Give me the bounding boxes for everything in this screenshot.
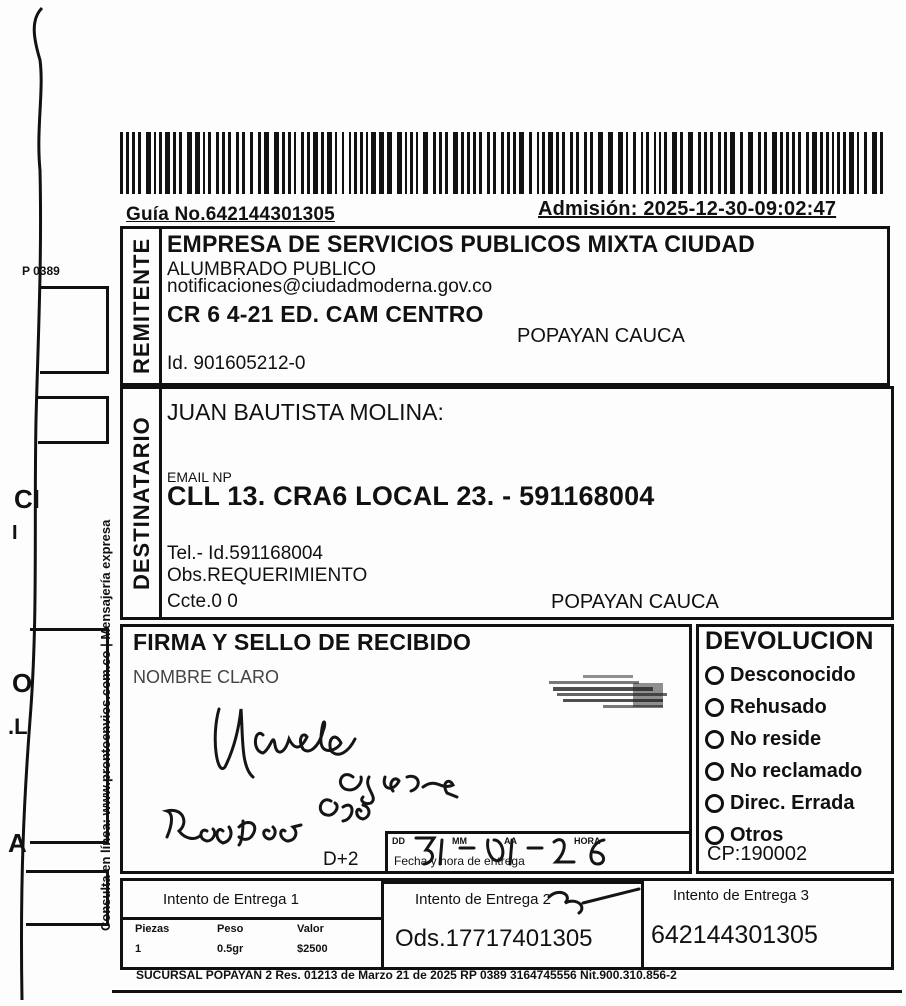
option-label: Rehusado: [730, 695, 827, 718]
weight-value: 0.5gr: [217, 943, 244, 955]
date-mm-label: MM: [452, 836, 467, 846]
barcode-bar: [659, 132, 661, 194]
radio-icon: [705, 826, 724, 845]
option-direc-errada[interactable]: [705, 787, 862, 819]
ods-number: Ods.17717401305: [395, 925, 593, 952]
barcode-bar: [195, 132, 200, 194]
barcode-bar: [806, 132, 809, 194]
barcode-bar: [216, 132, 219, 194]
barcode-bar: [857, 132, 859, 194]
barcode-bar: [570, 132, 573, 194]
weight-header: Peso: [217, 923, 244, 935]
return-options: [705, 659, 862, 851]
barcode-bar: [748, 132, 753, 194]
barcode-bar: [730, 132, 735, 194]
sender-dept: ALUMBRADO PUBLICO: [167, 259, 377, 280]
barcode-bar: [445, 132, 448, 194]
barcode-bar: [641, 132, 643, 194]
pieces-header: Piezas: [135, 923, 170, 935]
barcode-bar: [187, 132, 192, 194]
barcode-bar: [159, 132, 162, 194]
barcode-bar: [258, 132, 261, 194]
torn-left-strip: [0, 0, 112, 1006]
barcode-bar: [410, 132, 413, 194]
radio-icon: [705, 762, 724, 781]
barcode-bar: [584, 132, 587, 194]
barcode-bar: [740, 132, 743, 194]
barcode-bar: [654, 132, 656, 194]
divider: [123, 917, 381, 920]
barcode-bar: [138, 132, 141, 194]
barcode-bar: [780, 132, 783, 194]
barcode-bar: [608, 132, 613, 194]
divider: [159, 389, 162, 617]
admission-date: Admisión: 2025-12-30-09:02:47: [538, 198, 837, 220]
barcode-bar: [826, 132, 829, 194]
side-website-text: Consulta en línea: www.prontoenvios.com.co | Mensajería expresa: [98, 519, 113, 931]
barcode-bar: [837, 132, 840, 194]
guide-number: Guía No.642144301305: [126, 204, 335, 225]
strip-letter: O: [12, 668, 33, 698]
barcode-bar: [562, 132, 565, 194]
barcode-bar: [812, 132, 817, 194]
radio-icon: [705, 730, 724, 749]
barcode-bar: [513, 132, 516, 194]
recipient-obs: Obs.REQUERIMIENTO: [167, 565, 368, 586]
delivery-date-box: [385, 831, 692, 874]
barcode-icon: [120, 132, 888, 194]
recipient-tel: Tel.- Id.591168004: [167, 543, 323, 564]
handwritten-date-icon: [408, 830, 628, 870]
delivery-attempts-grid: [120, 878, 894, 970]
barcode-bar: [880, 132, 883, 194]
option-label: No reclamado: [730, 759, 863, 782]
option-no-reside[interactable]: [705, 723, 862, 755]
attempt-1: Intento de Entrega 1: [163, 891, 299, 908]
sender-city: POPAYAN CAUCA: [517, 325, 685, 347]
recipient-city: POPAYAN CAUCA: [551, 591, 719, 613]
barcode-bar: [849, 132, 854, 194]
barcode-bar: [366, 132, 368, 194]
date-aa-label: AA: [504, 836, 517, 846]
barcode-bar: [786, 132, 789, 194]
barcode-bar: [433, 132, 436, 194]
barcode-bar: [688, 132, 693, 194]
barcode-bar: [710, 132, 713, 194]
stamp-smudge-icon: [543, 667, 673, 717]
barcode-bar: [321, 132, 324, 194]
barcode-bar: [405, 132, 407, 194]
tracking-number: 642144301305: [651, 921, 818, 949]
barcode-bar: [439, 132, 442, 194]
barcode-bar: [416, 132, 418, 194]
barcode-bar: [501, 132, 504, 194]
barcode-bar: [872, 132, 877, 194]
strip-box: [40, 286, 109, 374]
barcode-bar: [798, 132, 801, 194]
barcode-bar: [724, 132, 727, 194]
barcode-bar: [548, 132, 553, 194]
barcode-bar: [626, 132, 628, 194]
barcode-bar: [335, 132, 337, 194]
postal-code: CP:190002: [707, 843, 808, 865]
option-label: Direc. Errada: [730, 791, 855, 814]
barcode-bar: [820, 132, 823, 194]
barcode-bar: [576, 132, 579, 194]
barcode-bar: [360, 132, 363, 194]
barcode-bar: [132, 132, 135, 194]
strip-code: P 0389: [22, 264, 60, 278]
barcode-bar: [313, 132, 318, 194]
barcode-bar: [288, 132, 291, 194]
barcode-bar: [590, 132, 593, 194]
barcode-bar: [618, 132, 623, 194]
barcode-bar: [672, 132, 677, 194]
barcode-bar: [282, 132, 285, 194]
name-label: NOMBRE CLARO: [133, 667, 280, 687]
option-label: Desconocido: [730, 663, 856, 686]
barcode-bar: [387, 132, 392, 194]
date-hora-label: HORA: [574, 836, 601, 846]
barcode-bar: [154, 132, 156, 194]
barcode-bar: [371, 132, 376, 194]
barcode-bar: [507, 132, 510, 194]
sender-id: Id. 901605212-0: [167, 353, 306, 374]
barcode-bar: [307, 132, 310, 194]
sender-label: REMITENTE: [129, 237, 154, 375]
barcode-bar: [718, 132, 721, 194]
barcode-bar: [179, 132, 182, 194]
barcode-bar: [349, 132, 351, 194]
barcode-bar: [487, 132, 490, 194]
strip-letter: .L: [8, 714, 28, 739]
barcode-bar: [758, 132, 761, 194]
return-box: [696, 624, 894, 874]
signature-box: [120, 624, 692, 874]
d2-label: D+2: [323, 849, 359, 870]
barcode-bar: [519, 132, 524, 194]
barcode-bar: [327, 132, 332, 194]
date-caption: Fecha y hora de entrega: [394, 854, 525, 868]
barcode-bar: [764, 132, 767, 194]
barcode-bar: [274, 132, 279, 194]
barcode-bar: [453, 132, 458, 194]
barcode-bar: [379, 132, 384, 194]
radio-icon: [705, 698, 724, 717]
barcode-bar: [792, 132, 795, 194]
barcode-bar: [772, 132, 777, 194]
barcode-bar: [680, 132, 683, 194]
barcode-bar: [479, 132, 482, 194]
barcode-bar: [598, 132, 603, 194]
barcode-bar: [165, 132, 170, 194]
barcode-bar: [423, 132, 428, 194]
barcode-bar: [493, 132, 496, 194]
sender-box: [120, 226, 890, 386]
barcode-bar: [294, 132, 296, 194]
strip-letter: CI: [14, 484, 40, 514]
recipient-address: CLL 13. CRA6 LOCAL 23. - 591168004: [167, 481, 655, 511]
option-label: Otros: [730, 823, 784, 846]
barcode-bar: [146, 132, 151, 194]
barcode-bar: [646, 132, 649, 194]
sender-email: notificaciones@ciudadmoderna.gov.co: [167, 276, 493, 297]
barcode-bar: [126, 132, 129, 194]
barcode-bar: [222, 132, 225, 194]
recipient-name: JUAN BAUTISTA MOLINA:: [167, 399, 444, 425]
radio-icon: [705, 666, 724, 685]
price-value: $2500: [297, 943, 328, 955]
option-desconocido[interactable]: [705, 659, 862, 691]
date-dd-label: DD: [392, 836, 405, 846]
barcode-bar: [342, 132, 344, 194]
barcode-bar: [529, 132, 532, 194]
barcode-bar: [354, 132, 357, 194]
barcode-bar: [864, 132, 867, 194]
attempt-2: Intento de Entrega 2: [415, 891, 551, 908]
barcode-bar: [236, 132, 239, 194]
strip-letter: A: [8, 828, 27, 858]
recipient-box: [120, 386, 894, 620]
barcode-bar: [542, 132, 545, 194]
barcode-bar: [264, 132, 269, 194]
divider: [381, 881, 384, 967]
barcode-bar: [467, 132, 470, 194]
barcode-bar: [250, 132, 253, 194]
strip-box: [26, 870, 109, 926]
value-header: Valor: [297, 923, 324, 935]
barcode-bar: [301, 132, 304, 194]
attempt-3: Intento de Entrega 3: [673, 887, 809, 904]
return-title: DEVOLUCION: [705, 627, 874, 655]
divider: [159, 229, 162, 383]
option-rehusado[interactable]: [705, 691, 862, 723]
barcode-bar: [633, 132, 636, 194]
barcode-bar: [843, 132, 846, 194]
barcode-bar: [242, 132, 245, 194]
sender-company: EMPRESA DE SERVICIOS PUBLICOS MIXTA CIUDAD: [167, 231, 755, 258]
handwritten-scribble-icon: [543, 883, 643, 917]
signature-title: FIRMA Y SELLO DE RECIBIDO: [133, 629, 472, 655]
bottom-rule: [112, 990, 902, 993]
recipient-label: DESTINATARIO: [129, 416, 154, 590]
barcode-bar: [203, 132, 205, 194]
barcode-bar: [664, 132, 667, 194]
barcode-bar: [704, 132, 707, 194]
barcode-bar: [461, 132, 464, 194]
barcode-bar: [173, 132, 176, 194]
footer-text: SUCURSAL POPAYAN 2 Res. 01213 de Marzo 21 de 2025 RP 0389 3164745556 Nit.900.310.856-2: [136, 968, 677, 982]
barcode-bar: [208, 132, 211, 194]
barcode-bar: [698, 132, 701, 194]
radio-icon: [705, 794, 724, 813]
barcode-bar: [397, 132, 402, 194]
barcode-bar: [228, 132, 231, 194]
strip-letter: I: [12, 522, 18, 544]
barcode-bar: [556, 132, 559, 194]
recipient-ccte: Ccte.0 0: [167, 591, 238, 612]
barcode-bar: [473, 132, 476, 194]
barcode-bar: [832, 132, 834, 194]
sender-address: CR 6 4-21 ED. CAM CENTRO: [167, 301, 484, 327]
option-label: No reside: [730, 727, 822, 750]
option-no-reclamado[interactable]: [705, 755, 862, 787]
barcode-bar: [120, 132, 123, 194]
strip-box: [38, 396, 109, 444]
barcode-bar: [537, 132, 539, 194]
pieces-value: 1: [135, 943, 142, 955]
recipient-email-label: EMAIL NP: [167, 469, 232, 485]
